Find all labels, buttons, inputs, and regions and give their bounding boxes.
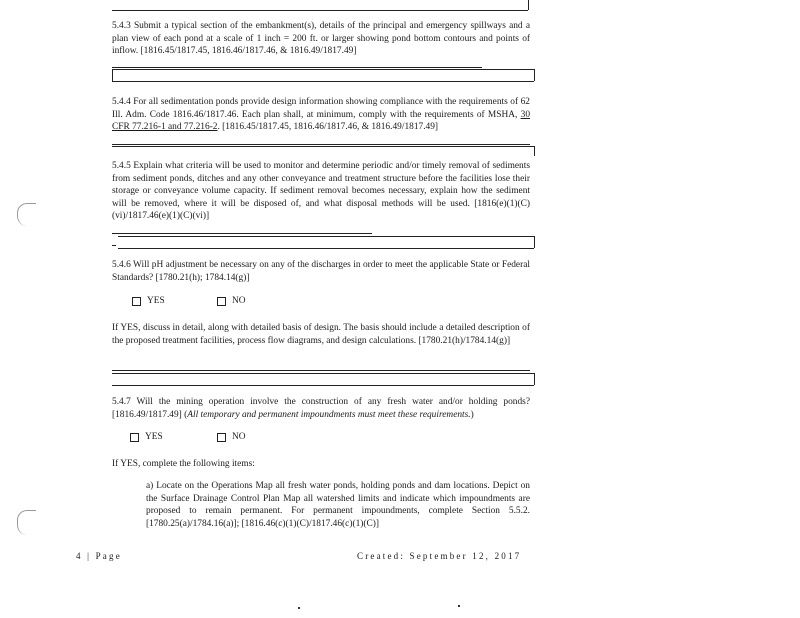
answer-line-5-4-5 bbox=[112, 233, 372, 234]
section-5-4-6-text: 5.4.6 Will pH adjustment be necessary on any of the discharges in order to meet the applicable State or Federal Standards? [1780.21(h); 1784.14(g)] bbox=[112, 260, 530, 283]
section-5-4-7-item-a: a) Locate on the Operations Map all fresh water ponds, holding ponds and dam locations. Depict on the Surface Drainage Control Plan Map all watershed limits and indicate which impoundments are proposed to remain permanent. For permanent impoundments, complete Section 5.5.2. [1780.25(a)/1784.16(a)]; [1816.46(c)(1)(C)/1817.46(c)(1)(C)] bbox=[146, 481, 530, 529]
answer-box-top-5-4-3[interactable] bbox=[112, 69, 534, 70]
answer-box-bottom-5-4-6 bbox=[112, 385, 534, 386]
answer-box-bottom-5-4-3 bbox=[112, 81, 534, 82]
answer-line-5-4-6 bbox=[112, 370, 530, 371]
msha-cfr-reference: 30 CFR 77.216-1 and 77.216-2 bbox=[112, 109, 530, 133]
answer-box-right-5-4-6 bbox=[534, 373, 535, 385]
impoundment-requirement-note: All temporary and permanent impoundments must meet these requirements. bbox=[187, 409, 471, 420]
checkbox-no-label-5-4-7: NO bbox=[232, 432, 246, 442]
scan-speck bbox=[298, 607, 300, 609]
answer-box-right-5-4-4 bbox=[534, 146, 535, 156]
created-date: Created: September 12, 2017 bbox=[357, 551, 522, 561]
section-5-4-7-followup: If YES, complete the following items: bbox=[112, 459, 255, 469]
checkbox-no-5-4-6[interactable] bbox=[217, 297, 226, 306]
section-5-4-3-text: 5.4.3 Submit a typical section of the embankment(s), details of the principal and emergency spillways and a plan view of each pond at a scale of 1 inch = 200 ft. or larger showing pond bottom contours and points of inflow. [1816.45/1817.45, 1816.46/1817.46, & 1816.49/1817.49] bbox=[112, 21, 530, 57]
checkbox-no-5-4-7[interactable] bbox=[217, 433, 226, 442]
section-5-4-7-text-b: ) bbox=[470, 409, 474, 420]
section-5-4-7-text-a: 5.4.7 Will the mining operation involve the construction of any fresh water and/or holding ponds? [1816.49/1817.49] ( bbox=[112, 397, 530, 420]
section-5-4-6-followup: If YES, discuss in detail, along with detailed basis of design. The basis should include a detailed description of the proposed treatment facilities, process flow diagrams, and design calculations. [1780.21(h)/1784.14(g)] bbox=[112, 323, 530, 346]
answer-box-right-5-4-5 bbox=[534, 236, 535, 248]
answer-line-5-4-3 bbox=[112, 67, 482, 68]
checkbox-yes-label-5-4-7: YES bbox=[145, 432, 163, 442]
section-5-4-4-text bbox=[112, 96, 530, 134]
checkbox-yes-label-5-4-6: YES bbox=[147, 296, 165, 306]
section-5-4-7-text bbox=[112, 396, 530, 421]
top-box-bottom-edge bbox=[112, 10, 528, 11]
section-5-4-5-text: 5.4.5 Explain what criteria will be used to monitor and determine periodic and/or timely removal of sediments from sediment ponds, ditches and any other conveyance and treatment structure before the facilities lose their storage or conveyance volume capacity. If sediment removal becomes necessary, explain how the sediment will be removed, where it will be disposed of, and what disposal methods will be used. [1816(e)(1)(C)(vi)/1817.46(e)(1)(C)(vi)] bbox=[112, 161, 530, 222]
scan-hole-mark-upper bbox=[17, 203, 36, 226]
scan-hole-mark-lower bbox=[17, 510, 36, 535]
answer-box-bottom-5-4-5 bbox=[118, 248, 534, 249]
checkbox-no-label-5-4-6: NO bbox=[232, 296, 246, 306]
answer-box-top-5-4-6[interactable] bbox=[112, 373, 534, 374]
answer-box-left-5-4-3 bbox=[112, 69, 113, 81]
checkbox-yes-5-4-7[interactable] bbox=[130, 433, 139, 442]
checkbox-yes-5-4-6[interactable] bbox=[132, 297, 141, 306]
answer-line-5-4-4 bbox=[112, 144, 530, 145]
section-5-4-4-text-b: . [1816.45/1817.45, 1816.46/1817.46, & 1816.49/1817.49] bbox=[217, 122, 439, 133]
top-box-right-edge bbox=[528, 0, 529, 10]
answer-tick-5-4-5 bbox=[112, 245, 116, 246]
answer-box-top-5-4-5[interactable] bbox=[118, 236, 534, 237]
section-5-4-4-text-a: 5.4.4 For all sedimentation ponds provide design information showing compliance with the requirements of 62 Ill. Adm. Code 1816.46/1817.46. Each plan shall, at minimum, comply with the requirements of MSHA, bbox=[112, 97, 530, 120]
answer-box-right-5-4-3 bbox=[534, 69, 535, 81]
page-number: 4 | Page bbox=[76, 551, 122, 561]
answer-box-top-5-4-4[interactable] bbox=[112, 146, 534, 147]
scan-speck bbox=[458, 605, 460, 607]
